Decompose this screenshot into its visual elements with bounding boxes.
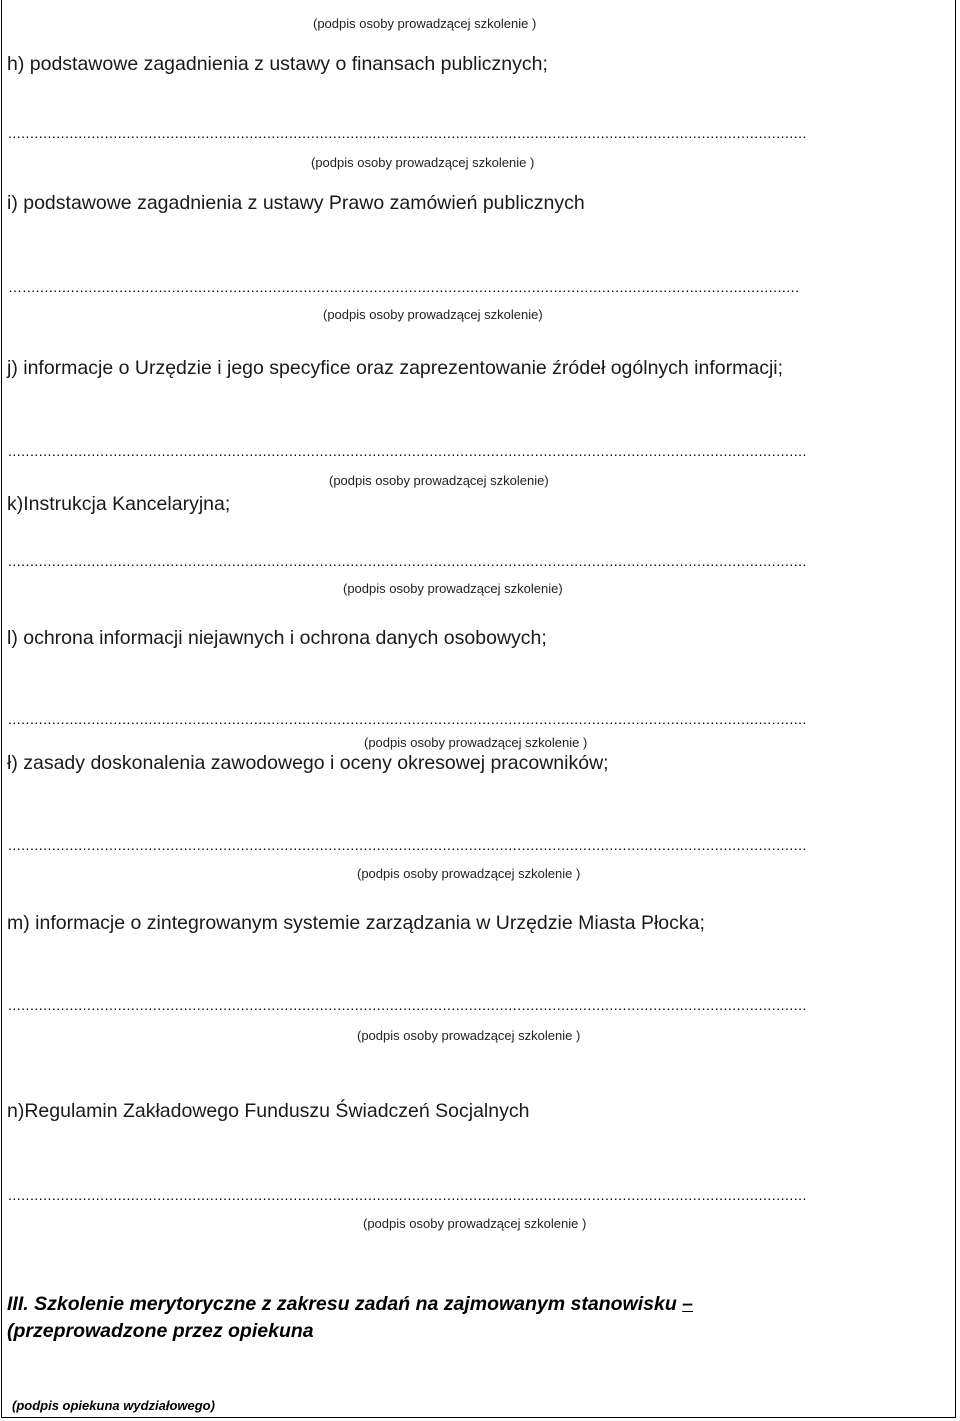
signature-caption: (podpis osoby prowadzącej szkolenie) — [329, 473, 549, 488]
signature-dotted-line: ...................................................................................................................................................................................... — [8, 712, 807, 726]
item-l-stroke: ł) zasady doskonalenia zawodowego i oceny okresowej pracowników; — [7, 752, 609, 774]
item-h: h) podstawowe zagadnienia z ustawy o finansach publicznych; — [7, 53, 548, 75]
signature-caption: (podpis osoby prowadzącej szkolenie ) — [357, 866, 581, 881]
section-heading-dash: – — [682, 1293, 694, 1315]
signature-caption: (podpis osoby prowadzącej szkolenie ) — [364, 735, 588, 750]
signature-caption: (podpis osoby prowadzącej szkolenie ) — [363, 1216, 587, 1231]
signature-caption: (podpis osoby prowadzącej szkolenie ) — [357, 1028, 581, 1043]
item-m: m) informacje o zintegrowanym systemie zarządzania w Urzędzie Miasta Płocka; — [7, 912, 705, 934]
signature-dotted-line: ...................................................................................................................................................................................... — [8, 126, 807, 140]
signature-dotted-line: …................................................................................................................................................................................. — [8, 280, 800, 294]
item-j: j) informacje o Urzędzie i jego specyfice oraz zaprezentowanie źródeł ogólnych informacji; — [7, 357, 784, 379]
item-i: i) podstawowe zagadnienia z ustawy Prawo zamówień publicznych — [7, 192, 585, 214]
signature-dotted-line: ...................................................................................................................................................................................... — [8, 1188, 807, 1202]
item-l: l) ochrona informacji niejawnych i ochrona danych osobowych; — [7, 627, 547, 649]
section-heading-text: III. Szkolenie merytoryczne z zakresu zadań na zajmowanym stanowisku — [7, 1293, 683, 1315]
section-heading-line1 — [7, 1293, 693, 1316]
signature-caption: (podpis osoby prowadzącej szkolenie) — [323, 307, 543, 322]
section-heading-line2: (przeprowadzone przez opiekuna — [7, 1320, 314, 1342]
item-n: n)Regulamin Zakładowego Funduszu Świadczeń Socjalnych — [7, 1100, 530, 1122]
signature-dotted-line: ...................................................................................................................................................................................... — [8, 998, 807, 1012]
signature-caption: (podpis osoby prowadzącej szkolenie ) — [313, 16, 537, 31]
signature-dotted-line: ...................................................................................................................................................................................... — [8, 444, 807, 458]
supervisor-signature-caption: (podpis opiekuna wydziałowego) — [12, 1398, 215, 1413]
item-k: k)Instrukcja Kancelaryjna; — [7, 493, 231, 515]
signature-dotted-line: ...................................................................................................................................................................................... — [8, 838, 807, 852]
signature-caption: (podpis osoby prowadzącej szkolenie) — [343, 581, 563, 596]
signature-dotted-line: ...................................................................................................................................................................................... — [8, 554, 807, 568]
signature-caption: (podpis osoby prowadzącej szkolenie ) — [311, 155, 535, 170]
